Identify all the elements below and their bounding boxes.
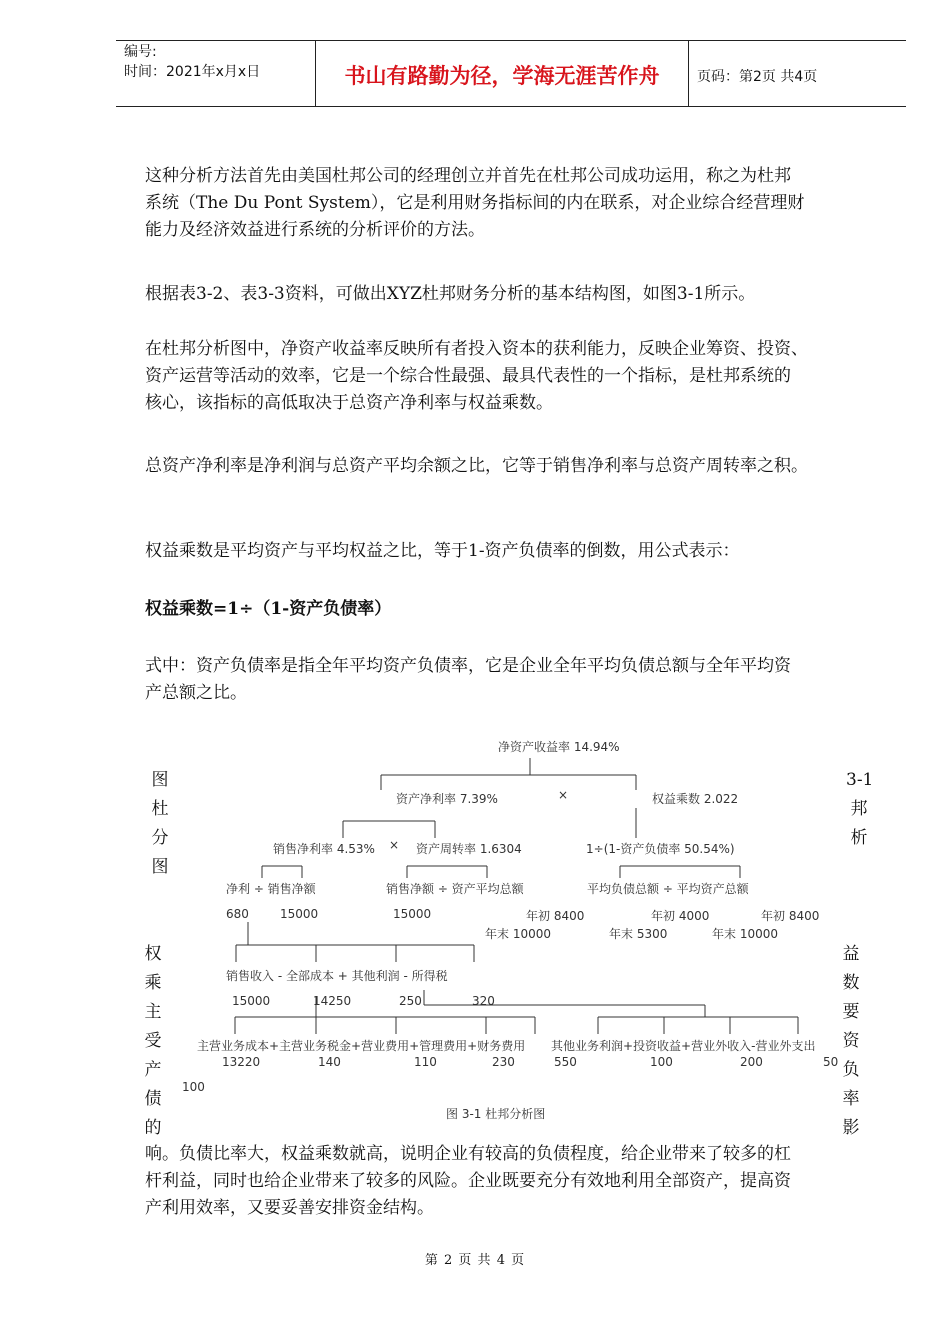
value-label: 200 [740,1055,763,1069]
side-char: 债 [144,1089,162,1109]
header-top-rule [116,40,906,41]
paragraph-4: 总资产净利率是净利润与总资产平均余额之比，它等于销售净利率与总资产周转率之积。 [145,456,808,476]
side-char: 资 [842,1031,860,1051]
value-label: 13220 [222,1055,261,1069]
times-sign: × [389,838,400,852]
doc-number-label: 编号: [124,44,157,60]
value-label: 110 [414,1055,437,1069]
times-sign: × [558,788,569,802]
header-bottom-rule [116,106,906,107]
value-label: 15000 [280,907,319,921]
value-label: 50 [823,1055,839,1069]
value-label: 年初 8400 [526,909,585,923]
header-motto: 书山有路勤为径，学海无涯苦作舟 [344,64,660,88]
side-char: 图 [151,770,169,790]
side-char: 分 [151,828,169,848]
debt-ratio-node: 平均负债总额 ÷ 平均资产总额 [587,882,749,896]
equity-multiplier-node: 权益乘数 2.022 [652,792,739,806]
roa-node: 资产净利率 7.39% [396,792,498,806]
side-char: 要 [842,1002,860,1022]
header-page-label: 页码：第2页 共4页 [697,69,818,85]
paragraph-3: 在杜邦分析图中，净资产收益率反映所有者投入资本的获利能力，反映企业筹资、投资、 资产运营等活动的效率，它是一个综合性最强、最具代表性的一个指标，是杜邦系统的 核心，该指标的高低取决于总资产净利率与权益乘数。 [145,339,808,413]
page-footer: 第 2 页 共 4 页 [424,1253,526,1268]
figure-caption: 图 3-1 杜邦分析图 [446,1107,546,1121]
side-char: 析 [850,828,868,848]
formula-line: 权益乘数=1÷（1-资产负债率） [145,599,392,619]
side-char: 的 [144,1118,162,1138]
side-char: 杜 [151,799,169,819]
side-char: 乘 [144,973,162,993]
value-label: 年末 10000 [712,927,778,941]
side-char: 邦 [850,799,868,819]
net-margin-node: 销售净利率 4.53% [273,842,375,856]
roe-node: 净资产收益率 14.94% [498,740,620,754]
value-label: 140 [318,1055,341,1069]
side-char: 权 [144,944,162,964]
net-profit-ratio-node: 净利 ÷ 销售净额 [226,882,316,896]
side-label-3-1: 3-1 [846,770,874,790]
asset-turnover-node: 资产周转率 1.6304 [416,842,522,856]
value-label: 15000 [393,907,432,921]
paragraph-5: 权益乘数是平均资产与平均权益之比，等于1-资产负债率的倒数，用公式表示： [145,541,740,561]
side-char: 主 [144,1002,162,1022]
side-char: 受 [144,1031,162,1051]
header-meta [124,42,260,82]
value-label: 年初 8400 [761,909,820,923]
em-formula-node: 1÷(1-资产负债率 50.54%) [586,842,735,856]
side-char: 图 [151,857,169,877]
paragraph-7: 响。负债比率大，权益乘数就高，说明企业有较高的负债程度，给企业带来了较多的杠 杆利益，同时也给企业带来了较多的风险。企业既要充分有效地利用全部资产，提高资 产利用效率，又要妥善安排资金结构。 [145,1144,791,1218]
value-label: 年末 10000 [485,927,551,941]
value-label: 14250 [313,994,352,1008]
value-label: 年末 5300 [609,927,668,941]
side-char: 影 [842,1118,860,1138]
side-char: 数 [842,973,860,993]
value-label: 年初 4000 [651,909,710,923]
side-char: 产 [144,1060,162,1080]
paragraph-1: 这种分析方法首先由美国杜邦公司的经理创立并首先在杜邦公司成功运用，称之为杜邦 系统（The Du Pont System），它是利用财务指标间的内在联系，对企业综合经营理财 能力及经济效益进行系统的分析评价的方法。 [145,166,805,240]
value-label: 15000 [232,994,271,1008]
side-char: 负 [842,1060,860,1080]
value-label: 250 [399,994,422,1008]
value-label: 550 [554,1055,577,1069]
doc-time-label: 时间：2021年x月x日 [124,64,261,80]
value-label: 320 [472,994,495,1008]
paragraph-6: 式中：资产负债率是指全年平均资产负债率，它是企业全年平均负债总额与全年平均资 产总额之比。 [145,656,791,703]
side-char: 益 [842,944,860,964]
paragraph-2: 根据表3-2、表3-3资料，可做出XYZ杜邦财务分析的基本结构图，如图3-1所示。 [145,284,756,304]
stray-number: 100 [182,1080,205,1094]
side-char: 率 [842,1089,860,1109]
other-items-node: 其他业务利润+投资收益+营业外收入-营业外支出 [551,1039,816,1053]
cost-items-node: 主营业务成本+主营业务税金+营业费用+管理费用+财务费用 [197,1039,526,1053]
value-label: 680 [226,907,249,921]
value-label: 230 [492,1055,515,1069]
header-divider-2 [688,40,689,107]
turnover-ratio-node: 销售净额 ÷ 资产平均总额 [386,882,524,896]
profit-formula-node: 销售收入 - 全部成本 + 其他利润 - 所得税 [226,969,448,983]
value-label: 100 [650,1055,673,1069]
